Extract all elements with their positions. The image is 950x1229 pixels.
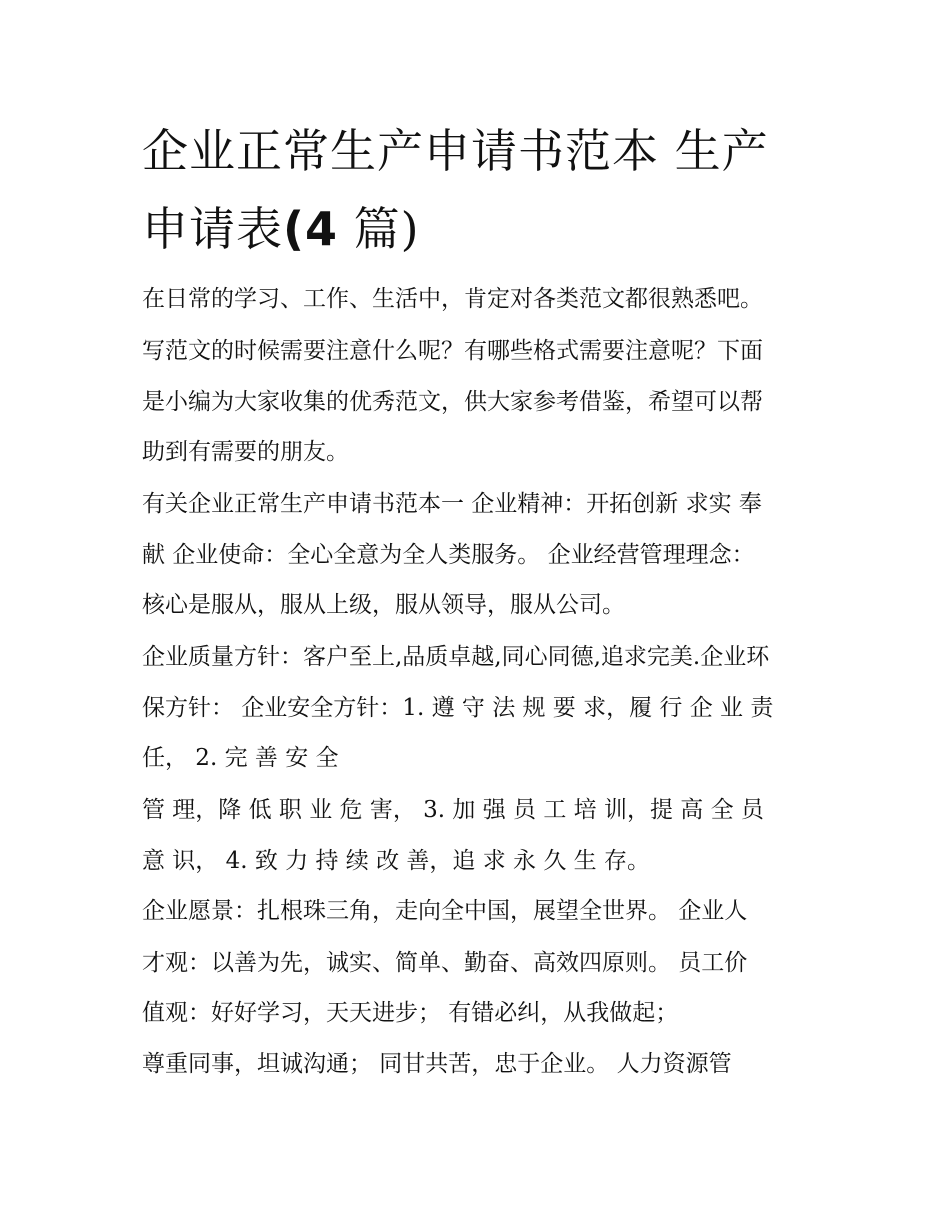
body-line: 任， 2. 完 善 安 全 bbox=[142, 745, 339, 771]
body-line: 管 理，降 低 职 业 危 害， 3. 加 强 员 工 培 训，提 高 全 员 bbox=[142, 797, 764, 823]
title-line-2-suffix: 篇) bbox=[338, 202, 420, 256]
body-line: 在日常的学习、工作、生活中，肯定对各类范文都很熟悉吧。 bbox=[142, 286, 763, 312]
body-line: 企业愿景：扎根珠三角，走向全中国，展望全世界。 企业人 bbox=[142, 898, 748, 924]
page-title bbox=[142, 112, 822, 268]
body-line: 企业质量方针：客户至上,品质卓越,同心同德,追求完美.企业环 bbox=[142, 644, 770, 670]
body-line: 献 企业使命：全心全意为全人类服务。 企业经营管理理念： bbox=[142, 542, 755, 568]
body-line: 保方针： 企业安全方针：1. 遵 守 法 规 要 求，履 行 企 业 责 bbox=[142, 695, 774, 721]
body-line: 意 识， 4. 致 力 持 续 改 善，追 求 永 久 生 存。 bbox=[142, 848, 650, 874]
body-line: 助到有需要的朋友。 bbox=[142, 439, 349, 465]
title-line-2-prefix: 申请表 bbox=[142, 202, 283, 256]
body-line: 写范文的时候需要注意什么呢？有哪些格式需要注意呢？下面 bbox=[142, 338, 763, 364]
body-line: 才观：以善为先，诚实、简单、勤奋、高效四原则。 员工价 bbox=[142, 950, 748, 976]
body-line: 核心是服从，服从上级，服从领导，服从公司。 bbox=[142, 592, 625, 618]
title-line-1: 企业正常生产申请书范本 生产 bbox=[142, 124, 769, 178]
body-line: 尊重同事，坦诚沟通； 同甘共苦，忠于企业。 人力资源管 bbox=[142, 1051, 732, 1077]
title-line-2-count: (4 bbox=[283, 202, 339, 256]
body-line: 是小编为大家收集的优秀范文，供大家参考借鉴，希望可以帮 bbox=[142, 389, 763, 415]
body-line: 值观：好好学习，天天进步； 有错必纠，从我做起； bbox=[142, 1000, 679, 1026]
body-line: 有关企业正常生产申请书范本一 企业精神：开拓创新 求实 奉 bbox=[142, 491, 762, 517]
